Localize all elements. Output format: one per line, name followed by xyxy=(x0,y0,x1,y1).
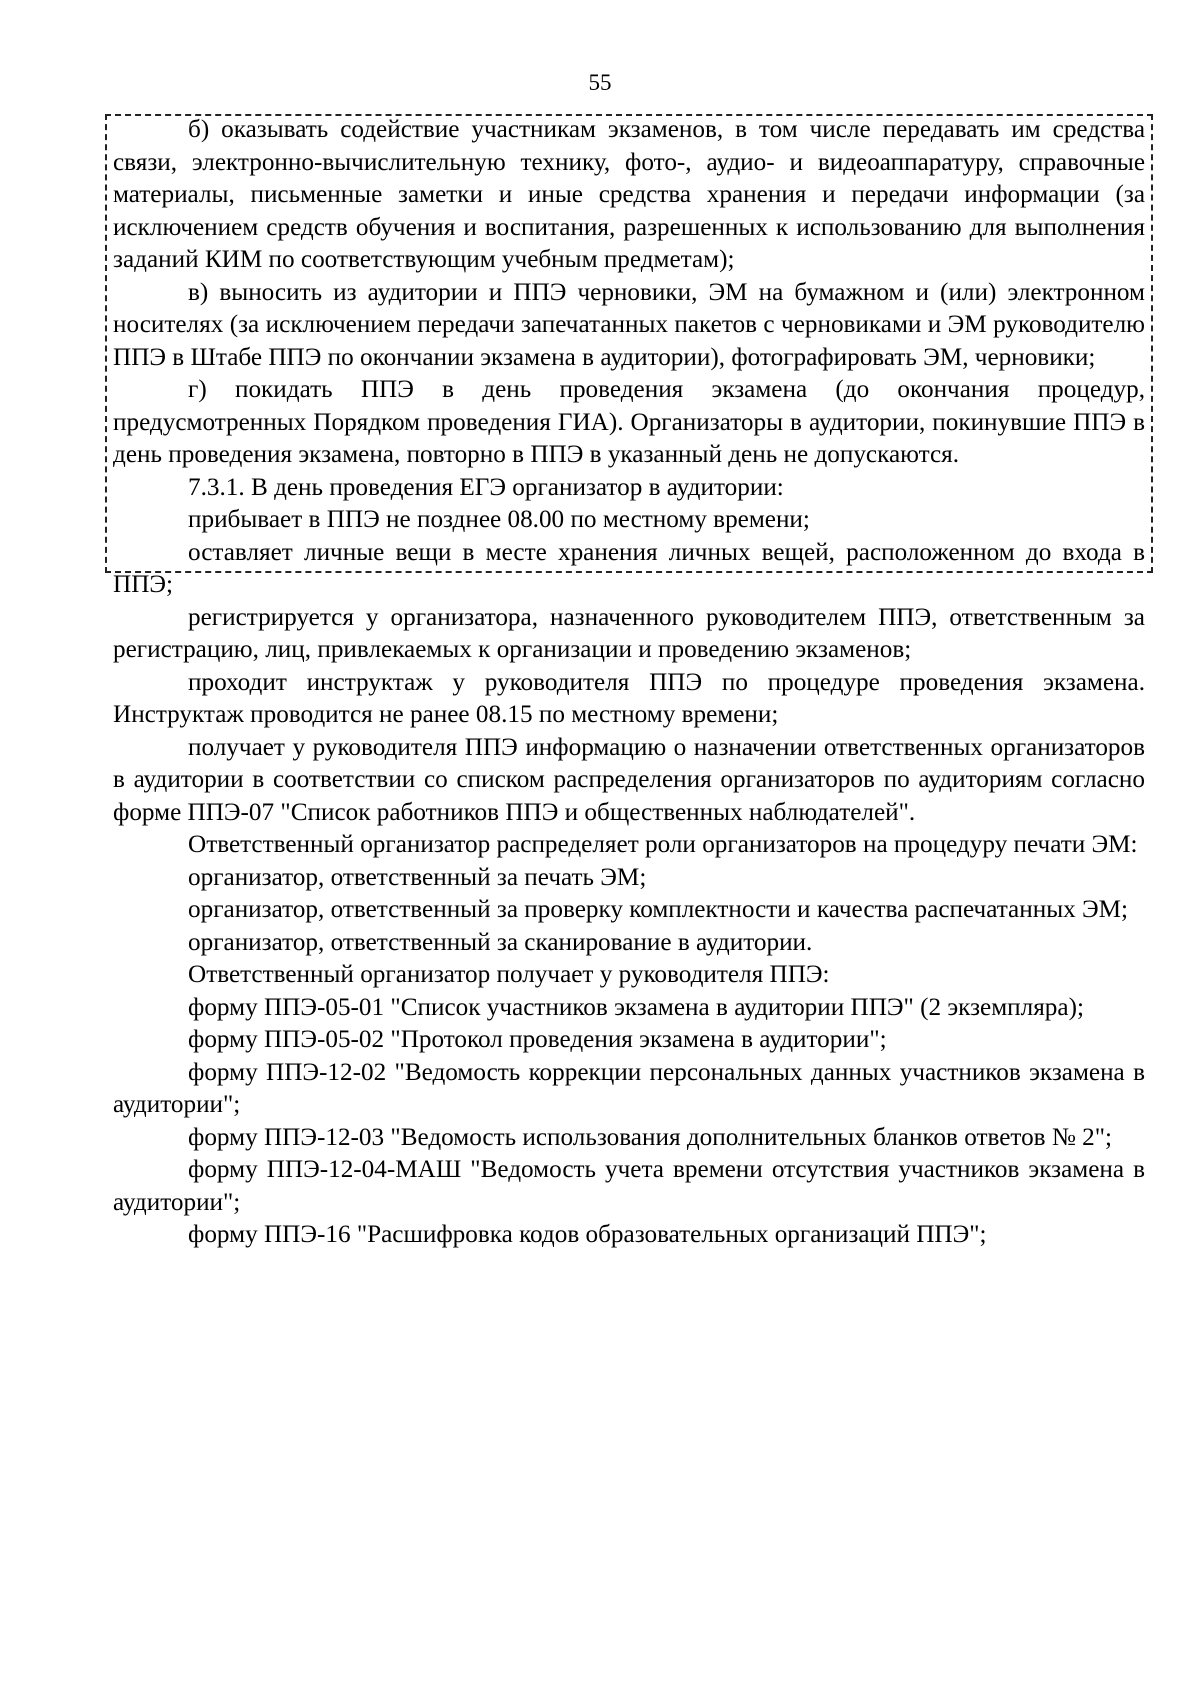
document-body xyxy=(113,114,1145,1252)
section-heading-7-3-1: 7.3.1. В день проведения ЕГЭ организатор в аудитории: xyxy=(188,473,784,501)
paragraph: организатор, ответственный за сканирование в аудитории. xyxy=(188,928,813,956)
paragraph: организатор, ответственный за проверку комплектности и качества распечатанных ЭМ; xyxy=(188,896,1129,923)
paragraph: регистрируется у организатора, назначенного руководителем ППЭ, ответственным за регистрацию, лиц, привлекаемых к организации и проведению экзаменов; xyxy=(113,603,1145,663)
paragraph: прибывает в ППЭ не позднее 08.00 по местному времени; xyxy=(188,506,810,533)
form-list-item: форму ППЭ-12-04-МАШ "Ведомость учета времени отсутствия участников экзамена в аудитории"; xyxy=(113,1156,1145,1216)
form-list-item: форму ППЭ-16 "Расшифровка кодов образовательных организаций ППЭ"; xyxy=(188,1221,987,1248)
form-list-item: форму ППЭ-12-02 "Ведомость коррекции персональных данных участников экзамена в аудитории"; xyxy=(113,1058,1145,1118)
paragraph: Ответственный организатор получает у руководителя ППЭ: xyxy=(188,961,830,988)
paragraph: организатор, ответственный за печать ЭМ; xyxy=(188,863,647,891)
boxed-paragraph-v: в) выносить из аудитории и ППЭ черновики, ЭМ на бумажном и (или) электронном носителях (за исключением передачи запечатанных пакетов с черновиками и ЭМ руководителю ППЭ в Штабе ППЭ по окончании экзамена в аудитории), фотографировать ЭМ, черновики; xyxy=(113,278,1145,371)
paragraph: получает у руководителя ППЭ информацию о назначении ответственных организаторов в аудитории в соответствии со списком распределения организаторов по аудиториям согласно форме ППЭ-07 "Список работников ППЭ и общественных наблюдателей". xyxy=(113,733,1145,826)
form-list-item: форму ППЭ-05-02 "Протокол проведения экзамена в аудитории"; xyxy=(188,1026,887,1053)
form-list-item: форму ППЭ-05-01 "Список участников экзамена в аудитории ППЭ" (2 экземпляра); xyxy=(188,993,1084,1021)
paragraph: оставляет личные вещи в месте хранения личных вещей, расположенном до входа в ППЭ; xyxy=(113,538,1145,598)
form-list-item: форму ППЭ-12-03 "Ведомость использования дополнительных бланков ответов № 2"; xyxy=(188,1123,1113,1151)
paragraph: проходит инструктаж у руководителя ППЭ по процедуре проведения экзамена. Инструктаж проводится не ранее 08.15 по местному времени; xyxy=(113,668,1145,728)
paragraph: Ответственный организатор распределяет роли организаторов на процедуру печати ЭМ: xyxy=(188,831,1138,858)
boxed-paragraph-g: г) покидать ППЭ в день проведения экзамена (до окончания процедур, предусмотренных Порядком проведения ГИА). Организаторы в аудитории, покинувшие ППЭ в день проведения экзамена, повторно в ППЭ в указанный день не допускаются. xyxy=(113,376,1145,468)
boxed-paragraph-b: б) оказывать содействие участникам экзаменов, в том числе передавать им средства связи, электронно-вычислительную технику, фото-, аудио- и видеоаппаратуру, справочные материалы, письменные заметки и иные средства хранения и передачи информации (за исключением средств обучения и воспитания, разрешенных к использованию для выполнения заданий КИМ по соответствующим учебным предметам); xyxy=(113,116,1145,273)
page-number: 55 xyxy=(588,70,612,95)
